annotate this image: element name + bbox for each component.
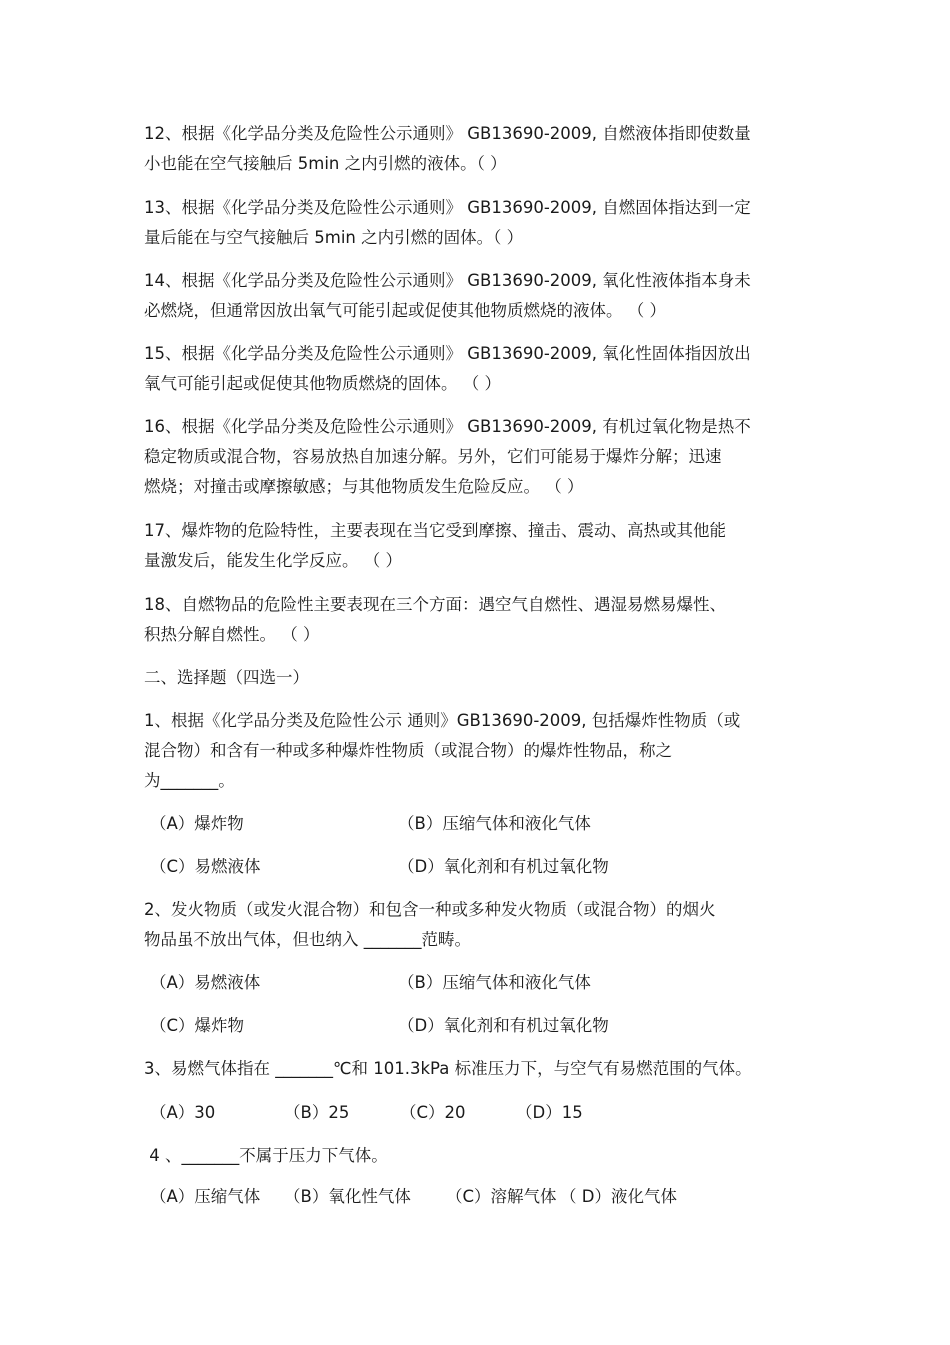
options-row (150, 1182, 790, 1212)
question-line: 积热分解自燃性。 （ ） (144, 625, 320, 644)
question-line: 小也能在空气接触后 5min 之内引燃的液体。（ ） (144, 154, 507, 173)
option-c: （C）溶解气体 (446, 1187, 557, 1206)
choice-question-4 (144, 1141, 804, 1171)
section-heading: 二、选择题（四选一） (144, 668, 309, 687)
choice-question-2 (144, 895, 804, 955)
options-row (150, 852, 790, 882)
options-row (150, 809, 790, 839)
question-line: 混合物）和含有一种或多种爆炸性物质（或混合物）的爆炸性物品，称之 (144, 741, 672, 760)
choice-question-1 (144, 706, 804, 796)
question-line: 物品虽不放出气体，但也纳入 _______范畴。 (144, 930, 471, 949)
question-line: 燃烧；对撞击或摩擦敏感；与其他物质发生危险反应。 （ ） (144, 477, 584, 496)
option-b: （B）25 (284, 1103, 350, 1122)
question-line: 17、爆炸物的危险特性，主要表现在当它受到摩擦、撞击、震动、高热或其他能 (144, 521, 726, 540)
question-line: 必燃烧，但通常因放出氧气可能引起或促使其他物质燃烧的液体。 （ ） (144, 301, 666, 320)
question-line: 1、根据《化学品分类及危险性公示 通则》GB13690-2009, 包括爆炸性物质（或 (144, 711, 741, 730)
question-line: 12、根据《化学品分类及危险性公示通则》 GB13690-2009, 自燃液体指即使数量 (144, 124, 751, 143)
option-d: （ D）液化气体 (560, 1187, 677, 1206)
option-b: （B）压缩气体和液化气体 (398, 973, 591, 992)
question-line: 稳定物质或混合物，容易放热自加速分解。另外，它们可能易于爆炸分解；迅速 (144, 447, 722, 466)
option-d: （D）15 (516, 1103, 583, 1122)
tf-question-15 (144, 339, 804, 399)
question-line: 16、根据《化学品分类及危险性公示通则》 GB13690-2009, 有机过氧化物是热不 (144, 417, 751, 436)
question-line: 14、根据《化学品分类及危险性公示通则》 GB13690-2009, 氧化性液体指本身未 (144, 271, 751, 290)
option-b: （B）氧化性气体 (284, 1187, 411, 1206)
option-a: （A）30 (150, 1103, 216, 1122)
question-line: 为_______。 (144, 771, 235, 790)
options-row (150, 1098, 790, 1128)
tf-question-16 (144, 412, 804, 502)
question-line: 3、易燃气体指在 _______℃和 101.3kPa 标准压力下，与空气有易燃范围的气体。 (144, 1059, 752, 1078)
question-line: 18、自燃物品的危险性主要表现在三个方面：遇空气自燃性、遇湿易燃易爆性、 (144, 595, 726, 614)
question-line: 2、发火物质（或发火混合物）和包含一种或多种发火物质（或混合物）的烟火 (144, 900, 716, 919)
option-b: （B）压缩气体和液化气体 (398, 814, 591, 833)
question-line: 4 、_______不属于压力下气体。 (144, 1146, 388, 1165)
option-a: （A）易燃液体 (150, 973, 261, 992)
option-c: （C）20 (400, 1103, 466, 1122)
tf-question-17 (144, 516, 804, 576)
option-c: （C）爆炸物 (150, 1016, 245, 1035)
option-d: （D）氧化剂和有机过氧化物 (398, 857, 609, 876)
question-line: 氧气可能引起或促使其他物质燃烧的固体。 （ ） (144, 374, 501, 393)
option-c: （C）易燃液体 (150, 857, 261, 876)
question-line: 量后能在与空气接触后 5min 之内引燃的固体。（ ） (144, 228, 524, 247)
tf-question-13 (144, 193, 804, 253)
tf-question-14 (144, 266, 804, 326)
options-row (150, 968, 790, 998)
option-a: （A）爆炸物 (150, 814, 244, 833)
question-line: 量激发后，能发生化学反应。 （ ） (144, 551, 402, 570)
question-line: 15、根据《化学品分类及危险性公示通则》 GB13690-2009, 氧化性固体指因放出 (144, 344, 751, 363)
choice-question-3 (144, 1054, 804, 1084)
options-row (150, 1011, 790, 1041)
tf-question-18 (144, 590, 804, 650)
option-a: （A）压缩气体 (150, 1187, 261, 1206)
question-line: 13、根据《化学品分类及危险性公示通则》 GB13690-2009, 自燃固体指达到一定 (144, 198, 751, 217)
option-d: （D）氧化剂和有机过氧化物 (398, 1016, 609, 1035)
tf-question-12 (144, 119, 804, 179)
